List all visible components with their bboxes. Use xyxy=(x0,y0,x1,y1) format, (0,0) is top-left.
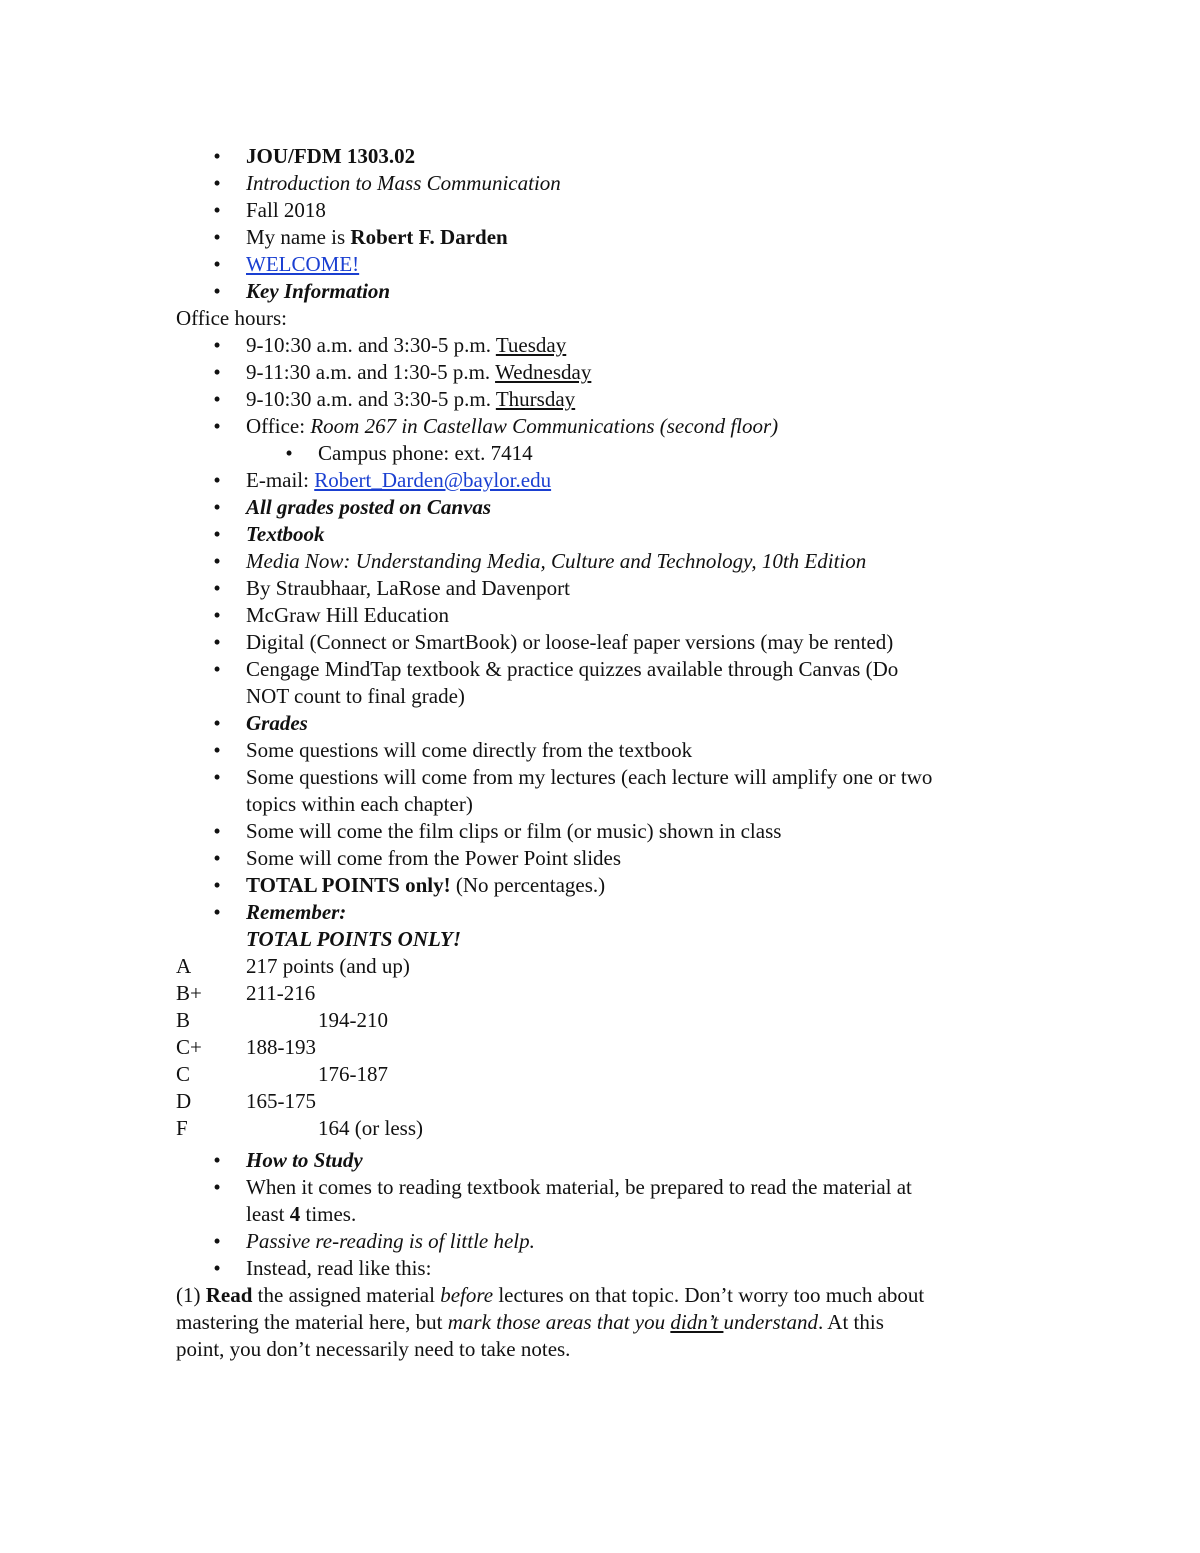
remember-heading: Remember: xyxy=(246,900,347,924)
hours-day: Tuesday xyxy=(495,333,567,357)
bullet: • xyxy=(213,279,221,303)
bullet: • xyxy=(213,333,221,357)
study-paragraph-text xyxy=(176,1309,884,1336)
grade-range: 194-210 xyxy=(318,1008,388,1032)
grade-range: 211-216 xyxy=(246,981,316,1005)
bullet: • xyxy=(213,846,221,870)
para-e: lectures on that topic. Don’t worry too much about xyxy=(493,1283,925,1307)
grade-range: 188-193 xyxy=(246,1035,316,1059)
bullet: • xyxy=(213,225,221,249)
bullet: • xyxy=(213,1175,221,1199)
grades-text: Some will come the film clips or film (or music) shown in class xyxy=(246,819,782,843)
study-text-bold-count: 4 xyxy=(289,1202,301,1226)
grades-text: Some questions will come directly from the textbook xyxy=(246,738,693,762)
bullet: • xyxy=(213,252,221,276)
grade-letter: A xyxy=(176,954,192,978)
bullet: • xyxy=(213,657,221,681)
bullet: • xyxy=(213,144,221,168)
total-points-rest: (No percentages.) xyxy=(450,873,606,897)
study-text-cont xyxy=(246,1201,356,1228)
bullet: • xyxy=(213,171,221,195)
grade-range: 164 (or less) xyxy=(318,1116,423,1140)
bullet: • xyxy=(213,495,221,519)
welcome-link[interactable]: WELCOME! xyxy=(246,252,360,276)
mindtap-text-cont: NOT count to final grade) xyxy=(246,684,465,708)
para-before: before xyxy=(440,1283,494,1307)
mindtap-text: Cengage MindTap textbook & practice quizzes available through Canvas (Do xyxy=(246,657,899,681)
email-prefix: E-mail: xyxy=(246,468,315,492)
grade-letter: D xyxy=(176,1089,192,1113)
term: Fall 2018 xyxy=(246,198,326,222)
hours-day: Wednesday xyxy=(495,360,592,384)
email-text xyxy=(246,467,551,494)
bullet: • xyxy=(213,738,221,762)
bullet: • xyxy=(285,441,293,465)
bullet: • xyxy=(213,387,221,411)
bullet: • xyxy=(213,414,221,438)
office-hours-label: Office hours: xyxy=(176,306,287,330)
course-code: JOU/FDM 1303.02 xyxy=(246,144,416,168)
campus-phone: Campus phone: ext. 7414 xyxy=(318,441,533,465)
bullet: • xyxy=(213,900,221,924)
hours-day: Thursday xyxy=(495,387,576,411)
grade-letter: F xyxy=(176,1116,188,1140)
hours-text xyxy=(246,332,566,359)
bullet: • xyxy=(213,1256,221,1280)
instructor-prefix: My name is xyxy=(246,225,351,249)
grades-text: Some questions will come from my lectures (each lecture will amplify one or two xyxy=(246,765,933,789)
hours-time: 9-10:30 a.m. and 3:30-5 p.m. xyxy=(246,387,496,411)
para-e: . At this xyxy=(817,1310,884,1334)
textbook-authors: By Straubhaar, LaRose and Davenport xyxy=(246,576,570,600)
study-paragraph-text xyxy=(176,1282,924,1309)
para-didnt: didn’t xyxy=(670,1310,724,1334)
instructor-name: Robert F. Darden xyxy=(350,225,508,249)
bullet: • xyxy=(213,360,221,384)
bullet: • xyxy=(213,711,221,735)
grades-text: Some will come from the Power Point slides xyxy=(246,846,622,870)
study-paragraph-text: point, you don’t necessarily need to take notes. xyxy=(176,1337,571,1361)
office-prefix: Office: xyxy=(246,414,311,438)
hours-text xyxy=(246,386,575,413)
bullet: • xyxy=(213,522,221,546)
key-info-heading: Key Information xyxy=(246,279,391,303)
office-location xyxy=(246,413,778,440)
study-text: When it comes to reading textbook material, be prepared to read the material at xyxy=(246,1175,912,1199)
bullet: • xyxy=(213,576,221,600)
study-text: Instead, read like this: xyxy=(246,1256,432,1280)
grades-heading: Grades xyxy=(246,711,308,735)
bullet: • xyxy=(213,819,221,843)
bullet: • xyxy=(213,198,221,222)
textbook-formats: Digital (Connect or SmartBook) or loose-leaf paper versions (may be rented) xyxy=(246,630,894,654)
hours-time: 9-10:30 a.m. and 3:30-5 p.m. xyxy=(246,333,496,357)
canvas-note: All grades posted on Canvas xyxy=(246,495,492,519)
grade-range: 165-175 xyxy=(246,1089,316,1113)
bullet: • xyxy=(213,873,221,897)
para-understand: understand xyxy=(723,1310,818,1334)
grade-range: 176-187 xyxy=(318,1062,388,1086)
total-points-bold: TOTAL POINTS only! xyxy=(246,873,451,897)
para-c: the assigned material xyxy=(252,1283,441,1307)
para-a: (1) xyxy=(176,1283,206,1307)
remember-text: TOTAL POINTS ONLY! xyxy=(246,927,462,951)
textbook-heading: Textbook xyxy=(246,522,325,546)
course-title: Introduction to Mass Communication xyxy=(246,171,561,195)
bullet: • xyxy=(213,549,221,573)
grade-letter: C+ xyxy=(176,1035,202,1059)
study-text-c: times. xyxy=(300,1202,357,1226)
textbook-title: Media Now: Understanding Media, Culture and Technology, 10th Edition xyxy=(246,549,867,573)
hours-time: 9-11:30 a.m. and 1:30-5 p.m. xyxy=(246,360,496,384)
office-room: Room 267 in Castellaw Communications (second floor) xyxy=(310,414,779,438)
grade-range: 217 points (and up) xyxy=(246,954,410,978)
bullet: • xyxy=(213,468,221,492)
para-a: mastering the material here, but xyxy=(176,1310,448,1334)
grade-letter: B xyxy=(176,1008,191,1032)
bullet: • xyxy=(213,630,221,654)
study-text: Passive re-reading is of little help. xyxy=(246,1229,535,1253)
bullet: • xyxy=(213,1229,221,1253)
textbook-publisher: McGraw Hill Education xyxy=(246,603,449,627)
bullet: • xyxy=(213,603,221,627)
grades-text-cont: topics within each chapter) xyxy=(246,792,473,816)
para-read: Read xyxy=(205,1283,253,1307)
grade-letter: C xyxy=(176,1062,191,1086)
hours-text xyxy=(246,359,591,386)
study-text-a: least xyxy=(246,1202,290,1226)
bullet: • xyxy=(213,765,221,789)
grade-letter: B+ xyxy=(176,981,202,1005)
para-mark: mark those areas that you xyxy=(447,1310,671,1334)
bullet: • xyxy=(213,1148,221,1172)
total-points-text xyxy=(246,872,605,899)
instructor-text xyxy=(246,224,508,251)
study-heading: How to Study xyxy=(246,1148,363,1172)
email-link[interactable]: Robert_Darden@baylor.edu xyxy=(314,468,552,492)
